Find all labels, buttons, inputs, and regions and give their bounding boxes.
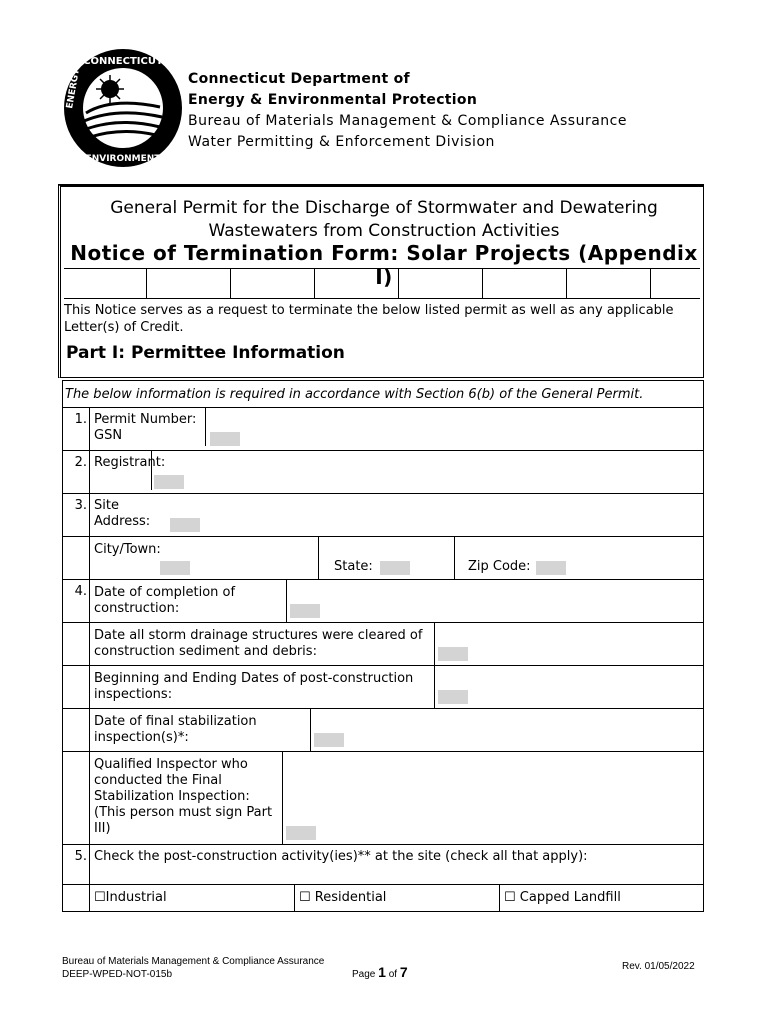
state-label: State:: [334, 559, 373, 574]
page-number: 1: [378, 964, 386, 980]
agency-line-2: Energy & Environmental Protection: [188, 92, 478, 108]
state-field[interactable]: [380, 561, 410, 575]
agency-line-3: Bureau of Materials Management & Compliance Assurance: [188, 113, 627, 129]
capped-landfill-checkbox[interactable]: ☐ Capped Landfill: [500, 885, 704, 912]
row-number: 4.: [63, 580, 90, 623]
page-total: 7: [399, 964, 408, 980]
city-label: City/Town:: [94, 542, 161, 557]
agency-line-4: Water Permitting & Enforcement Division: [188, 134, 495, 150]
row-number: 2.: [63, 451, 90, 494]
site-address-field[interactable]: [170, 518, 200, 532]
revision-date: Rev. 01/05/2022: [622, 961, 695, 972]
agency-header: [188, 69, 627, 153]
qualified-inspector-row: [90, 752, 704, 845]
drainage-date-row: [90, 623, 704, 666]
city-state-zip-row: [90, 537, 704, 580]
section-intro: The below information is required in accordance with Section 6(b) of the General Permit.: [63, 381, 704, 408]
footer-form-id: DEEP-WPED-NOT-015b: [62, 969, 173, 980]
city-field[interactable]: [160, 561, 190, 575]
post-construction-label: Check the post-construction activity(ies)** at the site (check all that apply):: [90, 845, 704, 885]
completion-date-field[interactable]: [290, 604, 320, 618]
form-title-line-2: Wastewaters from Construction Activities: [208, 221, 560, 241]
form-subtitle: Notice of Termination Form: Solar Projects (Appendix I): [70, 241, 698, 289]
deep-logo: [62, 47, 184, 169]
logo-left-text: ENERGY: [65, 67, 82, 110]
registrant-field[interactable]: [154, 475, 184, 489]
final-stabilization-label: Date of final stabilization inspection(s)*:: [94, 714, 257, 745]
site-address-label: Site Address:: [94, 498, 151, 529]
permit-number-field[interactable]: [210, 432, 240, 446]
zip-field[interactable]: [536, 561, 566, 575]
drainage-date-label: Date all storm drainage structures were cleared of construction sediment and debris:: [94, 628, 423, 659]
logo-top-text: CONNECTICUT: [83, 56, 163, 67]
site-address-row: [90, 494, 704, 537]
qualified-inspector-field[interactable]: [286, 826, 316, 840]
title-cell-strip: [64, 268, 700, 299]
row-number: 3.: [63, 494, 90, 537]
drainage-date-field[interactable]: [438, 647, 468, 661]
zip-label: Zip Code:: [468, 559, 531, 574]
part1-heading: Part I: Permittee Information: [66, 343, 345, 363]
final-stabilization-field[interactable]: [314, 733, 344, 747]
page-prefix: Page: [352, 969, 379, 980]
row-number: 1.: [63, 408, 90, 451]
inspection-dates-row: [90, 666, 704, 709]
inspection-dates-field[interactable]: [438, 690, 468, 704]
qualified-inspector-label: Qualified Inspector who conducted the Final Stabilization Inspection: (This person must sign Part III): [94, 757, 273, 836]
registrant-row: [90, 451, 704, 494]
agency-line-1: Connecticut Department of: [188, 71, 410, 87]
footer-bureau: Bureau of Materials Management & Compliance Assurance: [62, 956, 325, 967]
completion-date-row: [90, 580, 704, 623]
logo-bottom-text: ENVIRONMENT: [85, 154, 161, 164]
permittee-info-table: [62, 380, 704, 912]
completion-date-label: Date of completion of construction:: [94, 585, 236, 616]
inspection-dates-label: Beginning and Ending Dates of post-construction inspections:: [94, 671, 414, 702]
page-of: of: [385, 969, 400, 980]
residential-checkbox[interactable]: ☐ Residential: [295, 885, 500, 912]
permit-number-row: [90, 408, 704, 451]
form-title: [64, 197, 704, 243]
row-number: 5.: [63, 845, 90, 885]
notice-text: This Notice serves as a request to terminate the below listed permit as well as any applicable Letter(s) of Credit.: [64, 303, 674, 335]
registrant-label: Registrant:: [94, 451, 152, 490]
final-stabilization-row: [90, 709, 704, 752]
form-title-line-1: General Permit for the Discharge of Stormwater and Dewatering: [110, 198, 658, 218]
page-indicator: [352, 964, 408, 980]
permit-number-label: Permit Number: GSN: [94, 408, 206, 446]
industrial-checkbox[interactable]: ☐Industrial: [90, 885, 295, 912]
footer-left: [62, 955, 324, 981]
